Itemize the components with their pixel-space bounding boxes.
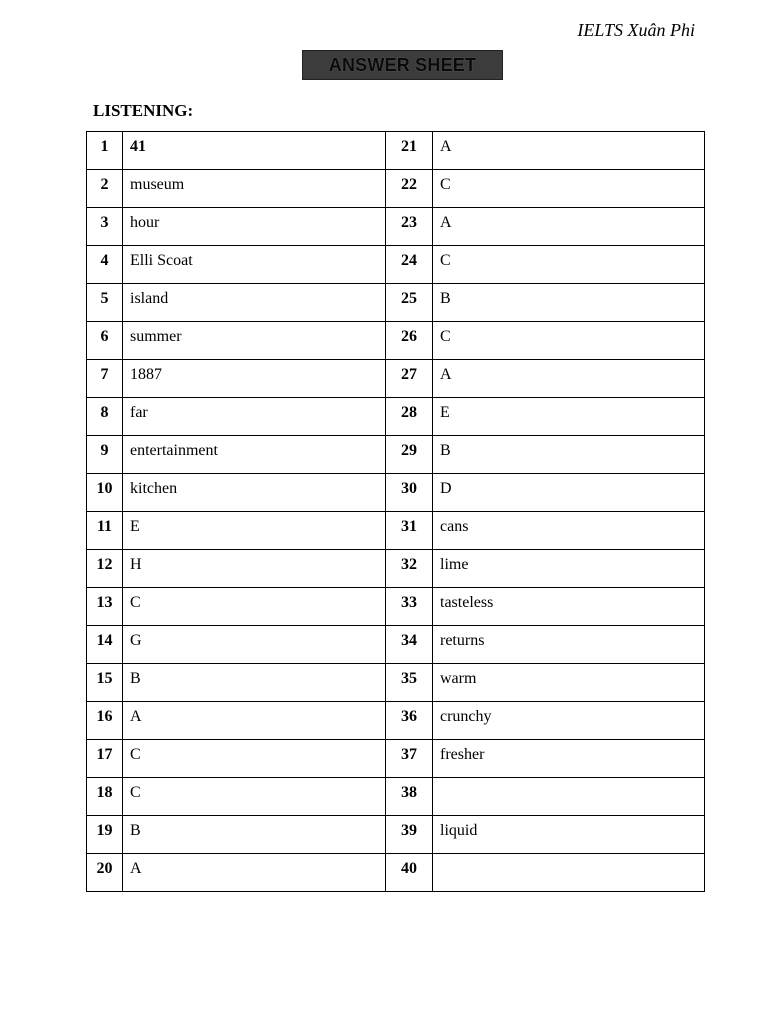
question-number: 9 (87, 436, 123, 474)
answer-cell: B (433, 436, 705, 474)
question-number: 35 (386, 664, 433, 702)
question-number: 15 (87, 664, 123, 702)
answer-cell: far (123, 398, 386, 436)
table-row (87, 436, 705, 474)
question-number: 11 (87, 512, 123, 550)
answer-table (86, 131, 705, 892)
table-row (87, 664, 705, 702)
answer-cell: C (123, 588, 386, 626)
answer-cell: entertainment (123, 436, 386, 474)
question-number: 12 (87, 550, 123, 588)
answer-cell: tasteless (433, 588, 705, 626)
table-row (87, 816, 705, 854)
table-row (87, 284, 705, 322)
table-row (87, 246, 705, 284)
answer-cell: museum (123, 170, 386, 208)
answer-cell (433, 854, 705, 892)
table-row (87, 512, 705, 550)
question-number: 38 (386, 778, 433, 816)
answer-cell: D (433, 474, 705, 512)
question-number: 20 (87, 854, 123, 892)
answer-cell: C (433, 322, 705, 360)
answer-cell: summer (123, 322, 386, 360)
question-number: 5 (87, 284, 123, 322)
answer-cell: A (433, 132, 705, 170)
answer-cell: B (123, 816, 386, 854)
answer-cell: C (123, 740, 386, 778)
answer-cell: Elli Scoat (123, 246, 386, 284)
question-number: 10 (87, 474, 123, 512)
table-row (87, 550, 705, 588)
table-row (87, 626, 705, 664)
question-number: 26 (386, 322, 433, 360)
table-row (87, 360, 705, 398)
question-number: 18 (87, 778, 123, 816)
answer-sheet-title: ANSWER SHEET (328, 54, 477, 75)
answer-cell: C (433, 170, 705, 208)
question-number: 17 (87, 740, 123, 778)
question-number: 34 (386, 626, 433, 664)
answer-cell: C (123, 778, 386, 816)
question-number: 39 (386, 816, 433, 854)
answer-cell: A (123, 854, 386, 892)
question-number: 36 (386, 702, 433, 740)
question-number: 37 (386, 740, 433, 778)
answer-cell: 41 (123, 132, 386, 170)
question-number: 14 (87, 626, 123, 664)
question-number: 30 (386, 474, 433, 512)
answer-cell: warm (433, 664, 705, 702)
table-row (87, 132, 705, 170)
answer-cell: A (433, 208, 705, 246)
answer-cell: crunchy (433, 702, 705, 740)
answer-cell (433, 778, 705, 816)
table-row (87, 398, 705, 436)
answer-cell: lime (433, 550, 705, 588)
question-number: 24 (386, 246, 433, 284)
answer-cell: B (433, 284, 705, 322)
question-number: 27 (386, 360, 433, 398)
answer-cell: A (123, 702, 386, 740)
section-heading-listening: LISTENING: (93, 101, 194, 120)
question-number: 7 (87, 360, 123, 398)
question-number: 29 (386, 436, 433, 474)
table-row (87, 322, 705, 360)
question-number: 28 (386, 398, 433, 436)
answer-cell: fresher (433, 740, 705, 778)
table-row (87, 854, 705, 892)
answer-cell: cans (433, 512, 705, 550)
answer-cell: returns (433, 626, 705, 664)
table-row (87, 588, 705, 626)
answer-cell: G (123, 626, 386, 664)
answer-cell: kitchen (123, 474, 386, 512)
question-number: 16 (87, 702, 123, 740)
table-row (87, 740, 705, 778)
table-row (87, 778, 705, 816)
answer-cell: island (123, 284, 386, 322)
table-row (87, 702, 705, 740)
table-row (87, 208, 705, 246)
question-number: 22 (386, 170, 433, 208)
answer-cell: C (433, 246, 705, 284)
question-number: 31 (386, 512, 433, 550)
question-number: 32 (386, 550, 433, 588)
answer-cell: E (123, 512, 386, 550)
question-number: 23 (386, 208, 433, 246)
question-number: 1 (87, 132, 123, 170)
question-number: 3 (87, 208, 123, 246)
question-number: 2 (87, 170, 123, 208)
answer-cell: 1887 (123, 360, 386, 398)
question-number: 8 (87, 398, 123, 436)
question-number: 4 (87, 246, 123, 284)
question-number: 21 (386, 132, 433, 170)
answer-cell: A (433, 360, 705, 398)
question-number: 40 (386, 854, 433, 892)
question-number: 19 (87, 816, 123, 854)
answer-cell: B (123, 664, 386, 702)
answer-cell: H (123, 550, 386, 588)
question-number: 13 (87, 588, 123, 626)
answer-cell: E (433, 398, 705, 436)
answer-cell: hour (123, 208, 386, 246)
answer-cell: liquid (433, 816, 705, 854)
table-row (87, 474, 705, 512)
question-number: 25 (386, 284, 433, 322)
answer-sheet-title-banner (302, 50, 503, 80)
table-row (87, 170, 705, 208)
question-number: 6 (87, 322, 123, 360)
question-number: 33 (386, 588, 433, 626)
author-name: IELTS Xuân Phi (577, 20, 695, 40)
